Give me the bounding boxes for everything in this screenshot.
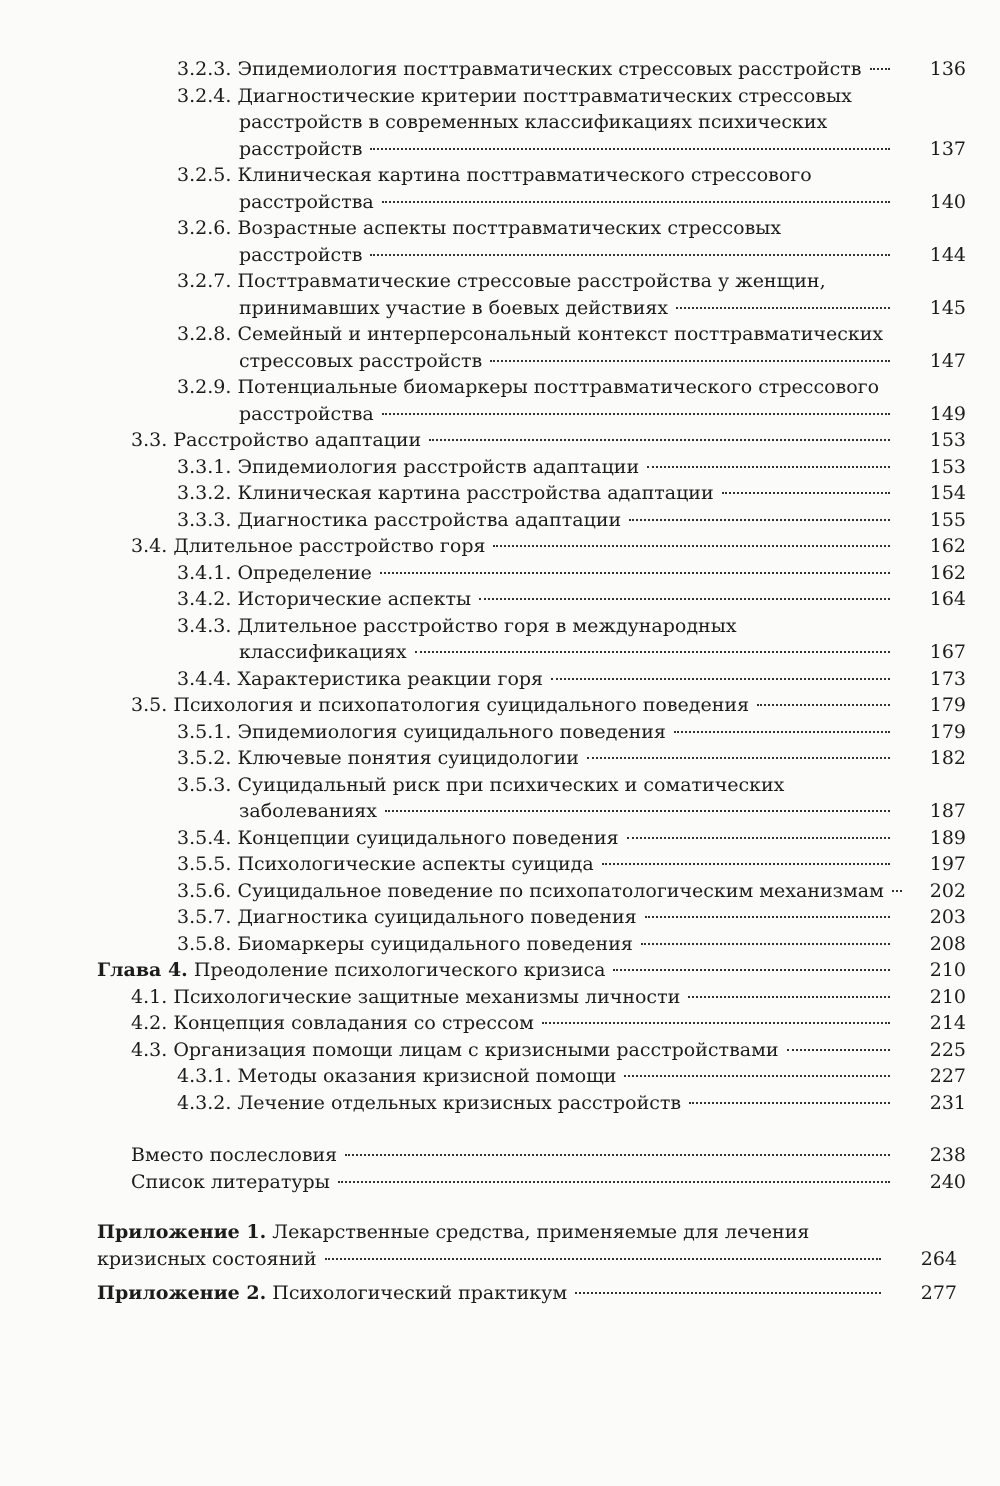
toc-entry-number: 3.4.1. xyxy=(177,561,232,584)
toc-entry-title: Методы оказания кризисной помощи xyxy=(237,1065,617,1087)
toc-page-number: 154 xyxy=(929,482,966,504)
toc-entry-title: Диагностика расстройства адаптации xyxy=(237,508,622,531)
toc-entry[interactable] xyxy=(0,454,966,481)
dot-leader xyxy=(641,943,890,945)
dot-leader xyxy=(688,996,890,998)
dot-leader xyxy=(493,545,890,547)
toc-entry-title: Концепции суицидального поведения xyxy=(237,826,619,849)
toc-entry-title: расстройства xyxy=(239,402,374,425)
toc-entry[interactable] xyxy=(0,560,966,587)
toc-entry-number: 3.4.2. xyxy=(177,588,232,610)
toc-page-number: 182 xyxy=(929,747,966,769)
dot-leader xyxy=(429,439,890,441)
toc-entry-title: Психологические защитные механизмы личности xyxy=(173,985,681,1008)
toc-entry-title: Длительное расстройство горя xyxy=(173,535,486,557)
toc-entry[interactable] xyxy=(0,613,966,666)
toc-entry-title: классификациях xyxy=(239,641,407,663)
dot-leader xyxy=(689,1102,890,1104)
toc-entry-title: Вместо послесловия xyxy=(131,1144,338,1166)
toc-entry-title: Посттравматические стрессовые расстройства у женщин, xyxy=(237,270,826,292)
toc-entry-number: 3.2.8. xyxy=(177,323,232,345)
toc-page-number: 145 xyxy=(929,296,966,319)
toc-entry-title: Эпидемиология посттравматических стрессовых расстройств xyxy=(237,58,862,80)
toc-entry-title: Психологические аспекты суицида xyxy=(237,853,594,875)
dot-leader xyxy=(370,148,890,150)
toc-entry-number: 3.2.6. xyxy=(177,217,232,239)
toc-entry-number: Глава 4. xyxy=(97,959,188,981)
toc-entry[interactable] xyxy=(0,374,966,427)
toc-page-number: 153 xyxy=(929,429,966,451)
toc-page-number: 162 xyxy=(929,561,966,584)
toc-entry-title: кризисных состояний xyxy=(97,1247,317,1270)
toc-entry[interactable] xyxy=(0,56,966,83)
toc-entry-number: 3.3.3. xyxy=(177,508,232,531)
toc-entry-title: расстройств xyxy=(239,243,363,266)
toc-page-number: 179 xyxy=(929,694,966,716)
dot-leader xyxy=(757,704,890,706)
toc-entry-title: расстройства xyxy=(239,190,374,213)
dot-leader xyxy=(382,413,890,415)
toc-page-number: 277 xyxy=(920,1282,957,1304)
dot-leader xyxy=(629,519,890,521)
toc-entry-number: 3.2.4. xyxy=(177,84,232,107)
toc-page-number: 140 xyxy=(929,190,966,213)
dot-leader xyxy=(338,1181,890,1183)
toc-page-number: 231 xyxy=(929,1091,966,1114)
toc-entry-number: 3.5.6. xyxy=(177,879,232,902)
toc-entry[interactable] xyxy=(0,745,966,772)
toc-page-number: 155 xyxy=(929,508,966,531)
dot-leader xyxy=(870,68,890,70)
toc-entry-number: 3.3. xyxy=(131,429,168,451)
toc-entry[interactable] xyxy=(0,957,966,984)
toc-entry-number: 3.5. xyxy=(131,694,168,716)
toc-entry[interactable] xyxy=(0,480,966,507)
toc-entry[interactable] xyxy=(0,984,966,1011)
toc-entry[interactable] xyxy=(0,83,966,163)
toc-entry-title: Клиническая картина расстройства адаптации xyxy=(237,482,714,504)
toc-entry-title: Ключевые понятия суицидологии xyxy=(237,747,579,769)
dot-leader xyxy=(490,360,890,362)
toc-page-number: 214 xyxy=(929,1012,966,1034)
toc-page-number: 179 xyxy=(929,720,966,743)
dot-leader xyxy=(676,307,890,309)
toc-entry-title: Характеристика реакции горя xyxy=(237,667,544,690)
toc-entry-number: 3.5.1. xyxy=(177,720,232,743)
toc-entry[interactable] xyxy=(0,268,966,321)
toc-entry-number: Приложение 1. xyxy=(97,1221,267,1243)
toc-page-number: 208 xyxy=(929,932,966,955)
dot-leader xyxy=(385,810,890,812)
toc-page-number: 162 xyxy=(929,535,966,557)
toc-entry-number: 3.5.5. xyxy=(177,853,232,875)
dot-leader xyxy=(587,757,890,759)
toc-entry-title: расстройств xyxy=(239,137,363,160)
toc-entry[interactable] xyxy=(0,215,966,268)
toc-page-number: 210 xyxy=(929,959,966,981)
toc-entry[interactable] xyxy=(0,1037,966,1064)
dot-leader xyxy=(382,201,890,203)
toc-entry-title: Суицидальное поведение по психопатологическим механизмам xyxy=(237,879,884,902)
toc-entry-title: Эпидемиология суицидального поведения xyxy=(237,720,666,743)
toc-entry[interactable] xyxy=(0,586,966,613)
dot-leader xyxy=(415,651,890,653)
dot-leader xyxy=(892,890,902,892)
toc-page-number: 144 xyxy=(929,243,966,266)
toc-entry-number: 4.3. xyxy=(131,1038,168,1061)
toc-page-number: 238 xyxy=(929,1144,966,1166)
toc-entry[interactable] xyxy=(0,507,966,534)
toc-page-number: 227 xyxy=(929,1065,966,1087)
toc-entry-number: 3.2.7. xyxy=(177,270,232,292)
toc-entry[interactable] xyxy=(0,931,966,958)
toc-entry-number: 3.5.7. xyxy=(177,906,232,928)
toc-entry-title: Клиническая картина посттравматического стрессового xyxy=(237,164,812,186)
toc-entry-number: 3.5.3. xyxy=(177,773,232,796)
toc-entry-title: Потенциальные биомаркеры посттравматического стрессового xyxy=(237,376,880,398)
toc-entry-title: Эпидемиология расстройств адаптации xyxy=(237,455,640,478)
toc-entry-title: Психология и психопатология суицидального поведения xyxy=(173,694,750,716)
toc-entry-number: 4.3.2. xyxy=(177,1091,232,1114)
toc-entry-title: Возрастные аспекты посттравматических стрессовых xyxy=(237,217,782,239)
toc-entry-number: 4.1. xyxy=(131,985,168,1008)
toc-entry-number: 3.5.4. xyxy=(177,826,232,849)
toc-entry[interactable] xyxy=(0,1280,957,1307)
toc-entry[interactable] xyxy=(0,772,966,825)
toc-page-number: 210 xyxy=(929,985,966,1008)
toc-entry-number: 3.5.2. xyxy=(177,747,232,769)
dot-leader xyxy=(479,598,890,600)
toc-entry[interactable] xyxy=(0,851,966,878)
toc-page-number: 197 xyxy=(929,853,966,875)
section-gap xyxy=(0,1116,1000,1142)
dot-leader xyxy=(602,863,890,865)
toc-entry-number: 3.4. xyxy=(131,535,168,557)
toc-page-number: 149 xyxy=(929,402,966,425)
toc-entry[interactable] xyxy=(0,666,966,693)
toc-entry-number: 3.4.3. xyxy=(177,614,232,637)
toc-page-number: 187 xyxy=(929,800,966,822)
dot-leader xyxy=(787,1049,890,1051)
toc-entry[interactable] xyxy=(0,878,966,905)
toc-entry-number: 3.2.9. xyxy=(177,376,232,398)
toc-entry-title: Диагностика суицидального поведения xyxy=(237,906,637,928)
toc-entry[interactable] xyxy=(0,321,966,374)
toc-entry[interactable] xyxy=(0,1169,966,1196)
toc-page-number: 153 xyxy=(929,455,966,478)
toc-entry-title: Лечение отдельных кризисных расстройств xyxy=(237,1091,682,1114)
toc-entry-number: 3.4.4. xyxy=(177,667,232,690)
toc-entry-title: принимавших участие в боевых действиях xyxy=(239,296,669,319)
toc-entry[interactable] xyxy=(0,825,966,852)
toc-page-number: 147 xyxy=(929,349,966,372)
toc-entry[interactable] xyxy=(0,427,966,454)
toc-entry-title: заболеваниях xyxy=(239,800,377,822)
toc-entry-title: Исторические аспекты xyxy=(237,588,472,610)
toc-page-number: 173 xyxy=(929,667,966,690)
toc-page-number: 203 xyxy=(929,906,966,928)
dot-leader xyxy=(645,916,890,918)
dot-leader xyxy=(380,572,890,574)
toc-entry-title: Организация помощи лицам с кризисными расстройствами xyxy=(173,1038,779,1061)
toc-entry-title: Список литературы xyxy=(131,1170,330,1193)
toc-entry[interactable] xyxy=(0,533,966,560)
toc-page-number: 189 xyxy=(929,826,966,849)
toc-entry[interactable] xyxy=(0,719,966,746)
dot-leader xyxy=(542,1022,890,1024)
toc-entry-number: 3.2.3. xyxy=(177,58,232,80)
toc-entry-title: стрессовых расстройств xyxy=(239,349,483,372)
toc-entry[interactable] xyxy=(0,692,966,719)
toc-entry-title: Биомаркеры суицидального поведения xyxy=(237,932,633,955)
dot-leader xyxy=(674,731,890,733)
toc-entry-title: Лекарственные средства, применяемые для лечения xyxy=(272,1221,810,1243)
toc-entry-number: 3.3.1. xyxy=(177,455,232,478)
dot-leader xyxy=(575,1292,881,1294)
toc-page-number: 264 xyxy=(920,1247,957,1270)
toc-entry[interactable] xyxy=(0,1090,966,1117)
dot-leader xyxy=(370,254,890,256)
toc-entry[interactable] xyxy=(0,1010,966,1037)
toc-page-number: 202 xyxy=(929,879,966,902)
toc-entry-number: 3.2.5. xyxy=(177,164,232,186)
toc-entry[interactable] xyxy=(0,162,966,215)
toc-entry-number: 3.5.8. xyxy=(177,932,232,955)
dot-leader xyxy=(325,1258,881,1260)
dot-leader xyxy=(551,678,890,680)
section-gap xyxy=(0,1272,1000,1280)
toc-entry-title: Определение xyxy=(237,561,372,584)
toc-entry-title: Семейный и интерперсональный контекст посттравматических xyxy=(237,323,884,345)
toc-entry-title: Длительное расстройство горя в международных xyxy=(237,614,737,637)
dot-leader xyxy=(624,1075,890,1077)
toc-entry-number: 4.3.1. xyxy=(177,1065,232,1087)
toc-entry-number: 4.2. xyxy=(131,1012,168,1034)
toc-entry-title: Расстройство адаптации xyxy=(173,429,422,451)
table-of-contents xyxy=(0,56,1000,1307)
toc-entry-number: 3.3.2. xyxy=(177,482,232,504)
toc-entry-number: Приложение 2. xyxy=(97,1282,267,1304)
dot-leader xyxy=(613,969,890,971)
toc-page-number: 240 xyxy=(929,1170,966,1193)
toc-entry[interactable] xyxy=(0,904,966,931)
toc-entry-title: расстройств в современных классификациях психических xyxy=(239,111,828,133)
section-gap xyxy=(0,1195,1000,1219)
toc-entry-title: Концепция совладания со стрессом xyxy=(173,1012,534,1034)
toc-entry-title: Диагностические критерии посттравматических стрессовых xyxy=(237,84,852,107)
dot-leader xyxy=(345,1154,890,1156)
dot-leader xyxy=(647,466,890,468)
toc-entry[interactable] xyxy=(0,1219,957,1272)
toc-page-number: 167 xyxy=(929,641,966,663)
toc-entry-title: Психологический практикум xyxy=(272,1282,568,1304)
toc-page-number: 225 xyxy=(929,1038,966,1061)
toc-page-number: 164 xyxy=(929,588,966,610)
toc-entry[interactable] xyxy=(0,1142,966,1169)
toc-entry-title: Суицидальный риск при психических и соматических xyxy=(237,773,785,796)
toc-page-number: 137 xyxy=(929,137,966,160)
dot-leader xyxy=(627,837,890,839)
toc-entry[interactable] xyxy=(0,1063,966,1090)
toc-page-number: 136 xyxy=(929,58,966,80)
dot-leader xyxy=(722,492,890,494)
toc-entry-title: Преодоление психологического кризиса xyxy=(193,959,606,981)
